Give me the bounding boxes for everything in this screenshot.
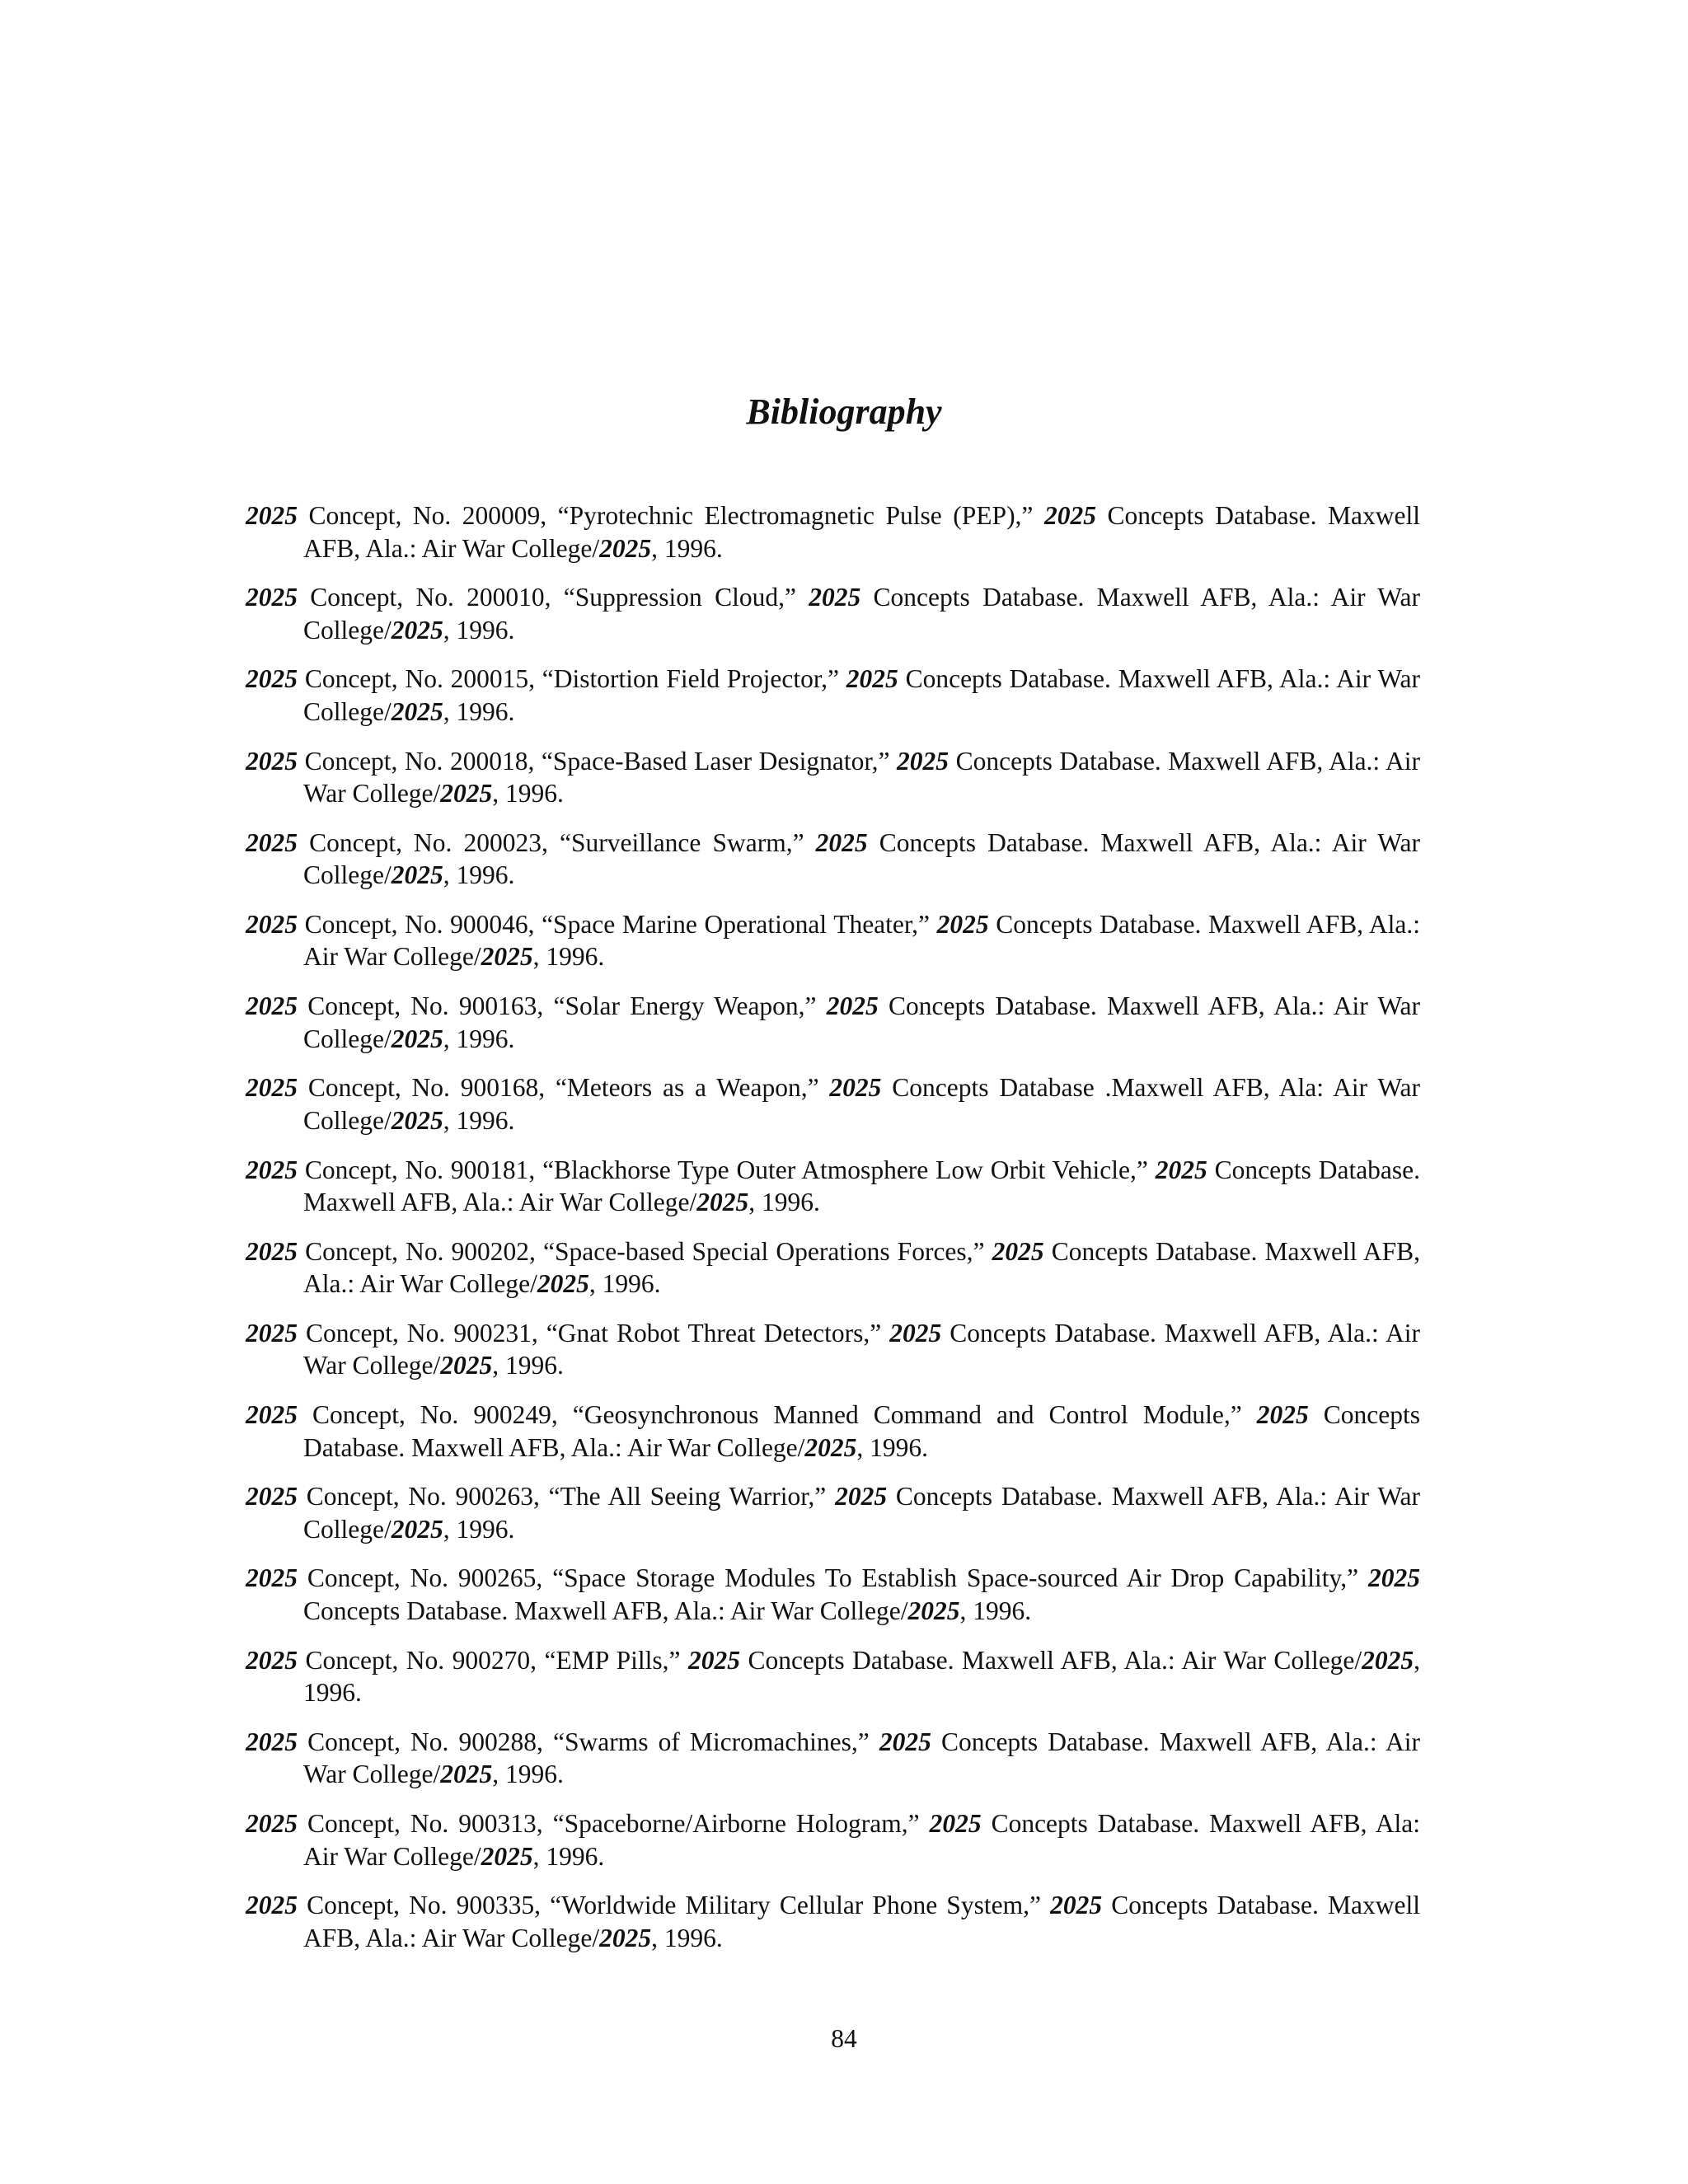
series-label: 2025 xyxy=(391,1514,443,1544)
series-label: 2025 xyxy=(246,909,298,939)
series-label: 2025 xyxy=(889,1318,942,1347)
bibliography-entry xyxy=(246,908,1420,973)
series-label: 2025 xyxy=(246,1727,298,1756)
entry-database: Concepts Database. Maxwell AFB, Ala.: Air War College/ xyxy=(303,1400,1421,1462)
series-label: 2025 xyxy=(907,1596,960,1625)
entry-database: Concepts Database. Maxwell AFB, Ala.: Air War College/ xyxy=(303,909,1421,972)
entry-year: , 1996. xyxy=(532,1841,605,1871)
series-label: 2025 xyxy=(481,942,533,972)
entry-citation: Concept, No. 900163, “Solar Energy Weapon,” xyxy=(307,991,817,1021)
page-title: Bibliography xyxy=(746,391,942,432)
entry-citation: Concept, No. 900168, “Meteors as a Weapon,” xyxy=(307,1073,819,1103)
series-label: 2025 xyxy=(1050,1891,1103,1920)
entry-database: Concepts Database. Maxwell AFB, Ala.: Air War College/ xyxy=(303,1155,1421,1216)
series-label: 2025 xyxy=(246,501,298,530)
bibliography-entry xyxy=(246,499,1420,565)
bibliography-entry xyxy=(246,990,1420,1055)
entry-year: , 1996. xyxy=(443,860,515,890)
bibliography-entry xyxy=(246,1726,1420,1791)
series-label: 2025 xyxy=(992,1236,1044,1266)
series-label: 2025 xyxy=(804,1432,857,1462)
entry-citation: Concept, No. 900288, “Swarms of Micromachines,” xyxy=(307,1727,870,1756)
series-label: 2025 xyxy=(440,1351,493,1380)
bibliography-entry xyxy=(246,1399,1420,1464)
series-label: 2025 xyxy=(826,991,879,1021)
series-label: 2025 xyxy=(246,991,298,1021)
entry-year: , 1996. xyxy=(443,1024,515,1053)
series-label: 2025 xyxy=(599,1923,652,1952)
entry-database: Concepts Database. Maxwell AFB, Ala.: Air War College/ xyxy=(303,501,1420,563)
series-label: 2025 xyxy=(1368,1563,1420,1593)
entry-year: , 1996. xyxy=(492,1760,564,1789)
series-label: 2025 xyxy=(440,1760,493,1789)
entry-year: , 1996. xyxy=(303,1645,1421,1708)
entry-year: , 1996. xyxy=(748,1188,820,1216)
series-label: 2025 xyxy=(1362,1645,1414,1675)
series-label: 2025 xyxy=(829,1073,882,1103)
series-label: 2025 xyxy=(246,1563,298,1593)
entry-citation: Concept, No. 200018, “Space-Based Laser Designator,” xyxy=(304,746,890,776)
entry-citation: Concept, No. 200015, “Distortion Field Projector,” xyxy=(304,664,839,694)
entry-citation: Concept, No. 900046, “Space Marine Operational Theater,” xyxy=(304,909,930,939)
entry-year: , 1996. xyxy=(443,1514,515,1544)
series-label: 2025 xyxy=(879,1727,931,1756)
bibliography-entry xyxy=(246,1317,1420,1382)
entry-database: Concepts Database. Maxwell AFB, Ala: Air War College/ xyxy=(303,1809,1420,1871)
entry-citation: Concept, No. 900263, “The All Seeing Warrior,” xyxy=(306,1482,827,1511)
bibliography-entry xyxy=(246,745,1420,810)
series-label: 2025 xyxy=(440,779,493,808)
bibliography-entry xyxy=(246,1480,1420,1545)
series-label: 2025 xyxy=(481,1841,533,1871)
bibliography-entry xyxy=(246,1071,1420,1137)
series-label: 2025 xyxy=(809,583,861,612)
bibliography-list xyxy=(246,499,1420,1971)
series-label: 2025 xyxy=(391,1024,443,1053)
series-label: 2025 xyxy=(246,746,298,776)
entry-citation: Concept, No. 900231, “Gnat Robot Threat Detectors,” xyxy=(306,1318,882,1347)
entry-database: Concepts Database. Maxwell AFB, Ala.: Air War College/ xyxy=(303,746,1421,808)
entry-citation: Concept, No. 900313, “Spaceborne/Airborne Hologram,” xyxy=(307,1809,920,1838)
series-label: 2025 xyxy=(696,1188,749,1216)
entry-year: , 1996. xyxy=(443,615,515,644)
bibliography-entry xyxy=(246,1807,1420,1872)
entry-database: Concepts Database .Maxwell AFB, Ala: Air War College/ xyxy=(303,1073,1421,1135)
series-label: 2025 xyxy=(897,746,950,776)
bibliography-entry xyxy=(246,663,1420,728)
series-label: 2025 xyxy=(391,1105,443,1135)
bibliography-entry xyxy=(246,1154,1420,1219)
series-label: 2025 xyxy=(1256,1400,1309,1430)
entry-year: , 1996. xyxy=(588,1269,661,1299)
entry-citation: Concept, No. 900265, “Space Storage Modules To Establish Space-sourced Air Drop Capability,” xyxy=(307,1563,1359,1593)
entry-citation: Concept, No. 200010, “Suppression Cloud,” xyxy=(310,583,796,612)
entry-citation: Concept, No. 200023, “Surveillance Swarm,” xyxy=(309,827,804,857)
series-label: 2025 xyxy=(391,615,443,644)
series-label: 2025 xyxy=(929,1809,982,1838)
series-label: 2025 xyxy=(846,664,898,694)
series-label: 2025 xyxy=(246,1891,298,1920)
entry-database: Concepts Database. Maxwell AFB, Ala.: Air War College/ xyxy=(303,583,1420,644)
bibliography-entry xyxy=(246,1644,1420,1709)
series-label: 2025 xyxy=(246,1073,298,1103)
entry-citation: Concept, No. 200009, “Pyrotechnic Electromagnetic Pulse (PEP),” xyxy=(308,501,1034,530)
series-label: 2025 xyxy=(246,1318,298,1347)
entry-database: Concepts Database. Maxwell AFB, Ala.: Air War College/ xyxy=(303,991,1421,1053)
entry-database: Concepts Database. Maxwell AFB, Ala.: Air War College/ xyxy=(303,1891,1421,1952)
entry-database: Concepts Database. Maxwell AFB, Ala.: Air War College/ xyxy=(303,1482,1421,1544)
entry-year: , 1996. xyxy=(492,779,564,808)
series-label: 2025 xyxy=(687,1645,740,1675)
series-label: 2025 xyxy=(1155,1155,1207,1184)
series-label: 2025 xyxy=(246,1236,298,1266)
entry-year: , 1996. xyxy=(651,533,723,563)
series-label: 2025 xyxy=(246,827,298,857)
series-label: 2025 xyxy=(1043,501,1096,530)
page-number: 84 xyxy=(831,2024,857,2053)
series-label: 2025 xyxy=(835,1482,888,1511)
series-label: 2025 xyxy=(246,583,298,612)
entry-database: Concepts Database. Maxwell AFB, Ala.: Air War College/ xyxy=(303,1236,1420,1299)
entry-database: Concepts Database. Maxwell AFB, Ala.: Air War College/ xyxy=(748,1645,1362,1675)
entry-year: , 1996. xyxy=(443,696,515,726)
bibliography-entry xyxy=(246,1562,1420,1627)
series-label: 2025 xyxy=(246,1482,298,1511)
entry-year: , 1996. xyxy=(856,1432,929,1462)
bibliography-entry xyxy=(246,581,1420,646)
entry-year: , 1996. xyxy=(651,1923,723,1952)
entry-year: , 1996. xyxy=(532,942,605,972)
series-label: 2025 xyxy=(599,533,652,563)
series-label: 2025 xyxy=(815,827,868,857)
entry-database: Concepts Database. Maxwell AFB, Ala.: Air War College/ xyxy=(303,664,1421,726)
series-label: 2025 xyxy=(246,1400,298,1430)
series-label: 2025 xyxy=(537,1269,589,1299)
bibliography-entry xyxy=(246,827,1420,892)
series-label: 2025 xyxy=(246,664,298,694)
entry-citation: Concept, No. 900335, “Worldwide Military Cellular Phone System,” xyxy=(307,1891,1041,1920)
entry-year: , 1996. xyxy=(492,1351,564,1380)
series-label: 2025 xyxy=(391,860,443,890)
series-label: 2025 xyxy=(936,909,989,939)
series-label: 2025 xyxy=(246,1155,298,1184)
entry-year: , 1996. xyxy=(959,1596,1032,1625)
bibliography-entry xyxy=(246,1235,1420,1301)
entry-database: Concepts Database. Maxwell AFB, Ala.: Air War College/ xyxy=(303,1318,1420,1380)
series-label: 2025 xyxy=(246,1645,298,1675)
bibliography-entry xyxy=(246,1889,1420,1954)
series-label: 2025 xyxy=(391,696,443,726)
entry-citation: Concept, No. 900202, “Space-based Special Operations Forces,” xyxy=(305,1236,985,1266)
entry-database: Concepts Database. Maxwell AFB, Ala.: Air War College/ xyxy=(303,1596,908,1625)
entry-citation: Concept, No. 900181, “Blackhorse Type Outer Atmosphere Low Orbit Vehicle,” xyxy=(304,1155,1148,1184)
entry-database: Concepts Database. Maxwell AFB, Ala.: Air War College/ xyxy=(303,1727,1421,1789)
entry-citation: Concept, No. 900249, “Geosynchronous Manned Command and Control Module,” xyxy=(312,1400,1242,1430)
series-label: 2025 xyxy=(246,1809,298,1838)
entry-database: Concepts Database. Maxwell AFB, Ala.: Air War College/ xyxy=(303,827,1420,890)
entry-citation: Concept, No. 900270, “EMP Pills,” xyxy=(305,1645,681,1675)
entry-year: , 1996. xyxy=(443,1105,515,1135)
